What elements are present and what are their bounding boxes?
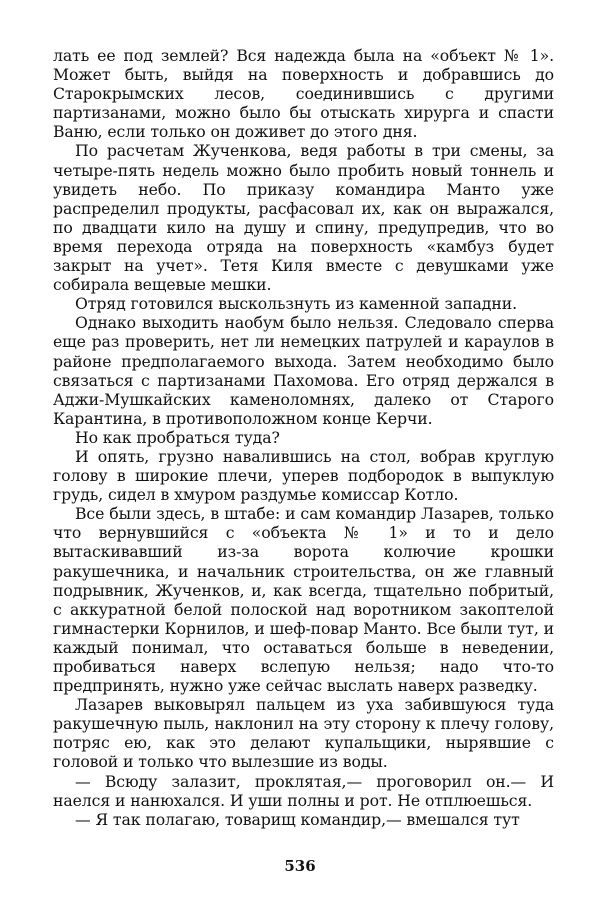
body-text xyxy=(53,46,554,829)
paragraph: Отряд готовился выскользнуть из каменной западни. xyxy=(75,294,517,314)
paragraph: Все были здесь, в штабе: и сам командир Лазарев, только что вернувшийся с «объекта № 1» и то и дело вытаскивавший из-за ворота колючие крошки ракушечника, и начальник строительства, он же главный подрывник, Жученков, и, как всегда, тщательно побритый, с аккуратной белой полоской над воротником закоптелой гимнастерки Корнилов, и шеф-повар Манто. Все были тут, и каждый понимал, что оставаться больше в неведении, пробиваться наверх вслепую нельзя; надо что-то предпринять, нужно уже сейчас выслать наверх разведку. xyxy=(53,504,554,696)
paragraph: лать ее под землей? Вся надежда была на «объект № 1». Может быть, выйдя на поверхность и добравшись до Старокрымских лесов, соединившись с другими партизанами, можно было бы отыскать хирурга и спасти Ваню, если только он доживет до этого дня. xyxy=(53,46,554,142)
paragraph: Лазарев выковырял пальцем из уха забившуюся туда ракушечную пыль, наклонил на эту сторону к плечу голову, потряс ею, как это делают купальщики, нырявшие с головой и только что вылезшие из воды. xyxy=(53,695,554,772)
paragraph: Однако выходить наобум было нельзя. Следовало сперва еще раз проверить, нет ли немецких патрулей и караулов в районе предполагаемого выхода. Затем необходимо было связаться с партизанами Пахомова. Его отряд держался в Аджи-Мушкайских каменоломнях, далеко от Старого Карантина, в противоположном конце Керчи. xyxy=(53,313,554,428)
paragraph: — Я так полагаю, товарищ командир,— вмешался тут xyxy=(75,809,520,829)
paragraph: — Всюду залазит, проклятая,— проговорил он.— И наелся и нанюхался. И уши полны и рот. Не отплюешься. xyxy=(53,771,554,810)
paragraph: И опять, грузно навалившись на стол, вобрав круглую голову в широкие плечи, уперев подбородок в выпуклую грудь, сидел в хмуром раздумье комиссар Котло. xyxy=(53,446,554,505)
page-number: 536 xyxy=(284,857,316,875)
paragraph: Но как пробраться туда? xyxy=(75,427,280,447)
paragraph: По расчетам Жученкова, ведя работы в три смены, за четыре-пять недель можно было пробить новый тоннель и увидеть небо. По приказу командира Манто уже распределил продукты, расфасовал их, как он выражался, по двадцати кило на душу и спину, предупредив, что во время перехода отряда на поверхность «камбуз будет закрыт на учет». Тетя Киля вместе с девушками уже собирала вещевые мешки. xyxy=(53,141,554,295)
